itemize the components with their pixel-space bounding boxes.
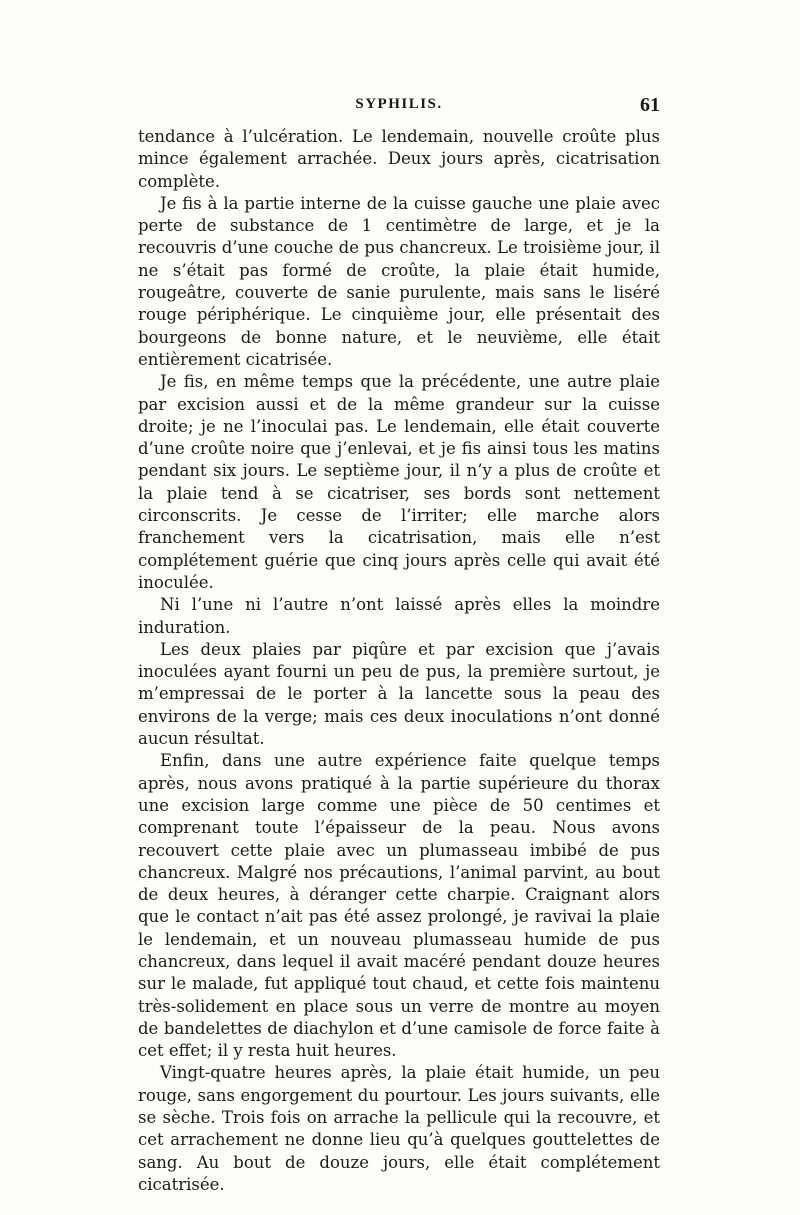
running-title: SYPHILIS. [355,96,443,112]
paragraph-reinoculation: Les deux plaies par piqûre et par excision que j’avais inoculées ayant fourni un peu de pus, la première surtout, je m’empressai de le porter à la lancette sous la peau des environs de la verge; mais ces deux inoculations n’ont donné aucun résultat. [138,639,660,749]
paragraph-left-thigh-experiment: Je fis à la partie interne de la cuisse gauche une plaie avec perte de substance de 1 centimètre de large, et je la recouvris d’une couche de pus chancreux. Le troisième jour, il ne s’était pas formé de croûte, la plaie était humide, rougeâtre, couverte de sanie purulente, mais sans le liséré rouge périphérique. Le cinquième jour, elle présentait des bourgeons de bonne nature, et le neuvième, elle était entièrement cicatrisée. [138,193,660,369]
body-text [138,126,660,1196]
page-number: 61 [640,94,660,116]
paragraph-no-induration: Ni l’une ni l’autre n’ont laissé après elles la moindre induration. [138,595,660,637]
paragraph-right-thigh-control: Je fis, en même temps que la précédente, une autre plaie par excision aussi et de la même grandeur sur la cuisse droite; je ne l’inoculai pas. Le lendemain, elle était couverte d’une croûte noire que j’enlevai, et je fis ainsi tous les matins pendant six jours. Le septième jour, il n’y a plus de croûte et la plaie tend à se cicatriser, ses bords sont nettement circonscrits. Je cesse de l’irriter; elle marche alors franchement vers la cicatrisation, mais elle n’est complétement guérie que cinq jours après celle qui avait été inoculée. [138,372,660,592]
paragraph-thorax-experiment: Enfin, dans une autre expérience faite quelque temps après, nous avons pratiqué à la partie supérieure du thorax une excision large comme une pièce de 50 centimes et comprenant toute l’épaisseur de la peau. Nous avons recouvert cette plaie avec un plumasseau imbibé de pus chancreux. Malgré nos précautions, l’animal parvint, au bout de deux heures, à déranger cette charpie. Craignant alors que le contact n’ait pas été assez prolongé, je ravivai la plaie le lendemain, et un nouveau plumasseau humide de pus chancreux, dans lequel il avait macéré pendant douze heures sur le malade, fut appliqué tout chaud, et cette fois maintenu très-solidement en place sous un verre de montre au moyen de bandelettes de diachylon et d’une camisole de force faite à cet effet; il y resta huit heures. [138,751,660,1061]
paragraph-outcome: Vingt-quatre heures après, la plaie était humide, un peu rouge, sans engorgement du pourtour. Les jours suivants, elle se sèche. Trois fois on arrache la pellicule qui la recouvre, et cet arrachement ne donne lieu qu’à quelques gouttelettes de sang. Au bout de douze jours, elle était complétement cicatrisée. [138,1063,660,1194]
paragraph-continuation: tendance à l’ulcération. Le lendemain, nouvelle croûte plus mince également arrachée. Deux jours après, cicatrisation complète. [138,127,660,191]
running-head [138,96,660,120]
